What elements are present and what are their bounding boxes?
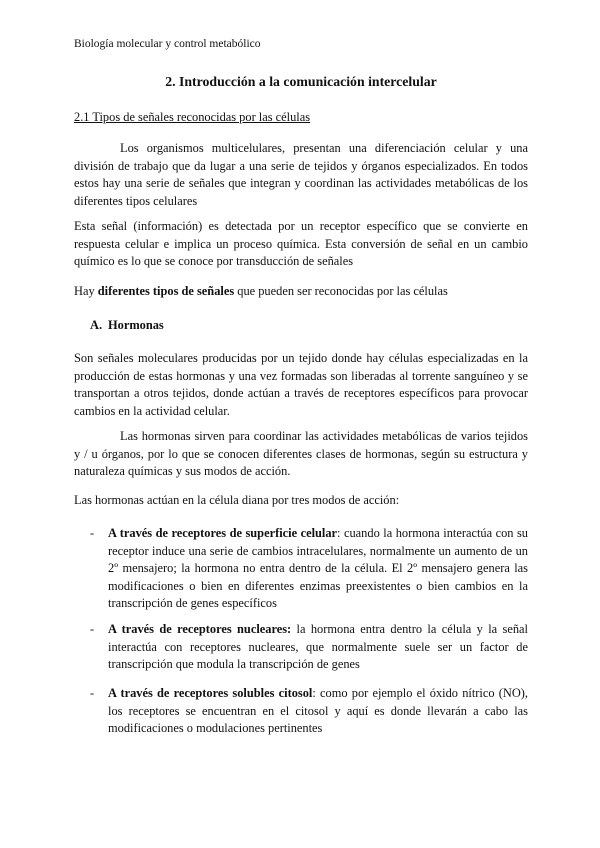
- chapter-title: 2. Introducción a la comunicación intercelular: [165, 74, 437, 89]
- subheading-marker: A.: [90, 318, 103, 332]
- section-heading: 2.1 Tipos de señales reconocidas por las células: [74, 110, 311, 124]
- bullet-body: : cuando la hormona interactúa con su receptor induce una serie de cambios intracelulares, normalmente un aumento de un 2º mensajero; la hormona no entra dentro de la célula. El 2º mensajero genera las modificaciones o bien en diferentes enzimas preexistentes o bien cambios en la transcripción de genes específicos: [108, 526, 528, 610]
- signal-types-prefix: Hay: [74, 284, 98, 298]
- bullet-body: la hormona entra dentro la célula y la señal interactúa con receptores nucleares, que normalmente suele ser un factor de transcripción que modula la transcripción de genes: [108, 622, 529, 671]
- bullet-text: [108, 685, 528, 738]
- paragraph-hormones-definition: Son señales moleculares producidas por un tejido donde hay células especializadas en la producción de estas hormonas y una vez formadas son liberadas al torrente sanguíneo y se transportan a otros tejidos, donde actúan a través de receptores específicos para provocar cambios en la actividad celular.: [74, 351, 528, 418]
- list-item: [90, 685, 528, 738]
- bullet-lead: A través de receptores de superficie celular: [108, 526, 338, 540]
- bullet-dash: -: [90, 622, 95, 636]
- list-item: [90, 525, 528, 613]
- bullet-text: [108, 525, 528, 613]
- bullet-dash: -: [90, 686, 95, 700]
- paragraph-multicellular: Los organismos multicelulares, presentan una diferenciación celular y una división de trabajo que da lugar a una serie de tejidos y órganos especializados. En todos estos hay una serie de señales que integran y coordinan las actividades metabólicas de los diferentes tipos celulares: [74, 141, 528, 208]
- bullet-lead: A través de receptores solubles citosol: [108, 686, 313, 700]
- running-header: Biología molecular y control metabólico: [74, 38, 261, 50]
- bullet-text: [108, 621, 528, 674]
- signal-types-emphasis: diferentes tipos de señales: [97, 284, 235, 298]
- list-item: [90, 621, 528, 674]
- bullet-dash: -: [90, 526, 95, 540]
- subheading-hormones: [90, 317, 164, 335]
- subheading-label: Hormonas: [108, 318, 164, 332]
- signal-types-suffix: que pueden ser reconocidas por las células: [234, 284, 448, 298]
- bullet-body: : como por ejemplo el óxido nítrico (NO), los receptores se encuentran en el citosol y aquí es donde llevarán a cabo las modificaciones o modulaciones pertinentes: [108, 686, 529, 735]
- paragraph-action-modes: Las hormonas actúan en la célula diana por tres modos de acción:: [74, 493, 400, 507]
- bullet-lead: A través de receptores nucleares:: [108, 622, 292, 636]
- paragraph-signal-types: [74, 283, 528, 301]
- paragraph-hormones-function: Las hormonas sirven para coordinar las actividades metabólicas de varios tejidos y / u órganos, por lo que se conocen diferentes clases de hormonas, según su estructura y naturaleza químicas y sus modos de acción.: [74, 429, 528, 478]
- paragraph-signal-detection: Esta señal (información) es detectada por un receptor específico que se convierte en respuesta celular e implica un proceso química. Esta conversión de señal en un cambio químico es lo que se conoce por transducción de señales: [74, 219, 528, 268]
